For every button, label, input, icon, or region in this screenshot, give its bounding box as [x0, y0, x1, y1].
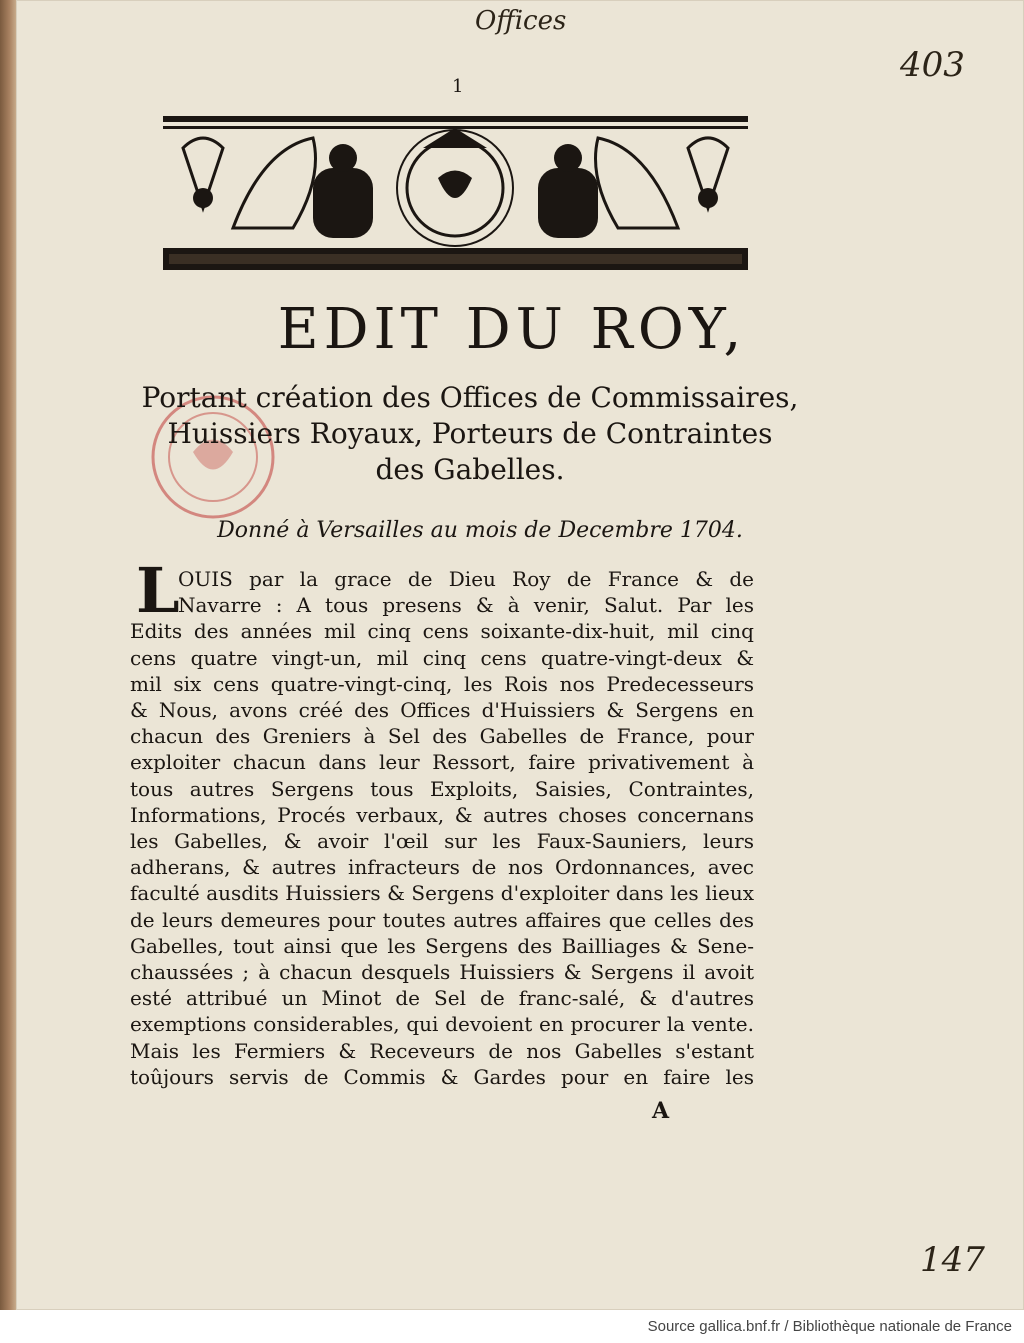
dateline: Donné à Versailles au mois de Decembre 1704.: [217, 518, 743, 543]
body-line: faculté ausdits Huissiers & Sergens d'exploiter dans les lieux: [130, 881, 754, 906]
handwritten-folio-number: 403: [900, 45, 965, 85]
body-line: adherans, & autres infracteurs de nos Ordonnances, avec: [130, 855, 754, 880]
subtitle-line: Portant création des Offices de Commissaires,: [141, 381, 799, 414]
royal-arms-headpiece-icon: [163, 108, 748, 273]
body-line: chaussées ; à chacun desquels Huissiers & Sergens il avoit: [130, 960, 754, 985]
body-line: tous autres Sergens tous Exploits, Saisies, Contraintes,: [130, 776, 754, 801]
body-line: OUIS par la grace de Dieu Roy de France & de: [178, 567, 754, 591]
body-line: Mais les Fermiers & Receveurs de nos Gabelles s'estant: [130, 1038, 754, 1063]
document-subtitle: [140, 380, 800, 488]
body-line: Navarre : A tous presens & à venir, Salut. Par les: [178, 593, 754, 618]
signature-mark: A: [652, 1098, 670, 1124]
body-line: chacun des Greniers à Sel des Gabelles de France, pour: [130, 724, 754, 749]
drop-capital: L: [136, 554, 180, 627]
body-line: esté attribué un Minot de Sel de franc-salé, & d'autres: [130, 986, 754, 1011]
body-line: exploiter chacun dans leur Ressort, faire privativement à: [130, 750, 754, 775]
body-line: mil six cens quatre-vingt-cinq, les Rois nos Predecesseurs: [130, 671, 754, 696]
handwritten-annotation-top: Offices: [475, 6, 567, 36]
body-line: toûjours servis de Commis & Gardes pour en faire les: [130, 1064, 754, 1089]
body-line: Informations, Procés verbaux, & autres choses concernans: [130, 802, 754, 827]
body-line: de leurs demeures pour toutes autres affaires que celles des: [130, 907, 754, 932]
source-attribution: Source gallica.bnf.fr / Bibliothèque nationale de France: [647, 1318, 1012, 1335]
book-spine: [0, 0, 16, 1310]
body-line: Gabelles, tout ainsi que les Sergens des Bailliages & Sene-: [130, 933, 754, 958]
handwritten-bottom-number: 147: [920, 1240, 985, 1280]
body-line: cens quatre vingt-un, mil cinq cens quatre-vingt-deux &: [130, 645, 754, 670]
body-line: les Gabelles, & avoir l'œil sur les Faux-Sauniers, leurs: [130, 829, 754, 854]
subtitle-line: Huissiers Royaux, Porteurs de Contraintes: [167, 417, 773, 450]
page-number: 1: [452, 76, 464, 97]
document-title: EDIT DU ROY,: [277, 297, 747, 362]
body-line: & Nous, avons créé des Offices d'Huissiers & Sergens en: [130, 698, 754, 723]
subtitle-line: des Gabelles.: [375, 453, 565, 486]
body-text: [130, 566, 754, 1090]
body-line: exemptions considerables, qui devoient en procurer la vente.: [130, 1012, 754, 1037]
body-line: Edits des années mil cinq cens soixante-dix-huit, mil cinq: [130, 619, 754, 644]
